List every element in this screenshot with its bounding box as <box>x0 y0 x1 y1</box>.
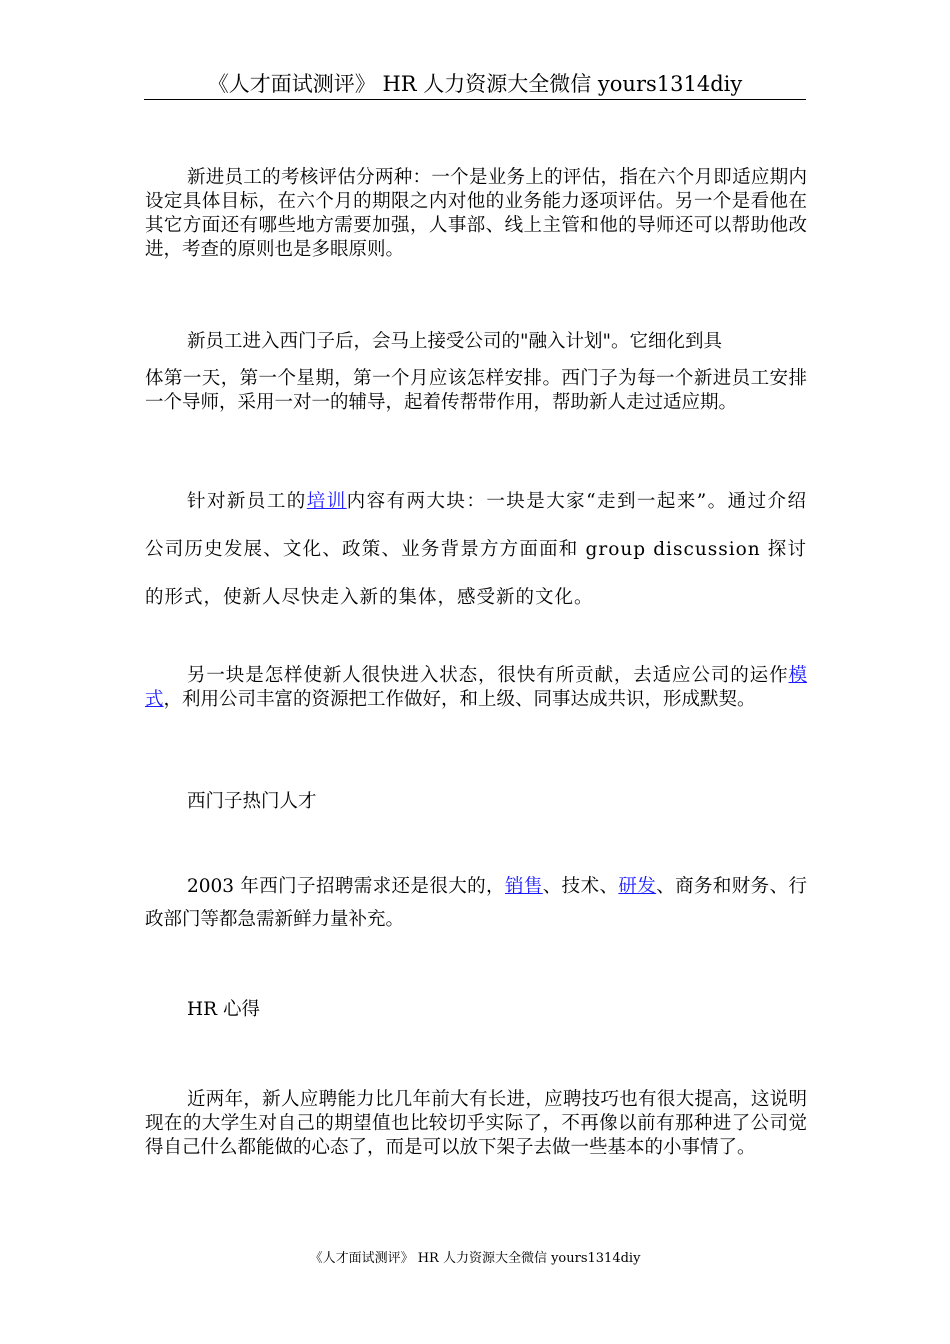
recruitment-text-mid: 、技术、 <box>542 876 619 897</box>
mode-text-before: 另一块是怎样使新人很快进入状态，很快有所贡献，去适应公司的运作 <box>187 665 789 686</box>
paragraph-integration-plan-line1: 新员工进入西门子后，会马上接受公司的"融入计划"。它细化到具 <box>187 331 723 352</box>
rnd-link[interactable]: 研发 <box>618 876 657 897</box>
paragraph-training <box>145 478 807 622</box>
paragraph-insights: 近两年，新人应聘能力比几年前大有长进，应聘技巧也有很大提高，这说明现在的大学生对自己的期望值也比较切乎实际了，不再像以前有那种进了公司觉得自己什么都能做的心态了，而是可以放下架子去做一些基本的小事情了。 <box>145 1089 807 1158</box>
recruitment-text-before: 2003 年西门子招聘需求还是很大的， <box>187 876 505 897</box>
page-footer: 《人才面试测评》 HR 人力资源大全微信 yours1314diy <box>309 1251 641 1266</box>
section-heading-hot-talent: 西门子热门人才 <box>187 791 317 812</box>
mode-link[interactable]: 模式 <box>145 665 807 710</box>
page-header: 《人才面试测评》 HR 人力资源大全微信 yours1314diy <box>144 70 806 100</box>
paragraph-assessment: 新进员工的考核评估分两种：一个是业务上的评估，指在六个月即适应期内设定具体目标，在六个月的期限之内对他的业务能力逐项评估。另一个是看他在其它方面还有哪些地方需要加强，人事部、线上主管和他的导师还可以帮助他改进，考查的原则也是多眼原则。 <box>145 167 807 260</box>
sales-link[interactable]: 销售 <box>504 876 543 897</box>
paragraph-recruitment <box>145 870 807 936</box>
section-heading-hr-insights: HR 心得 <box>187 999 260 1020</box>
training-link[interactable]: 培训 <box>306 491 347 512</box>
training-text-before: 针对新员工的 <box>187 491 307 512</box>
mode-text-after: ，利用公司丰富的资源把工作做好，和上级、同事达成共识，形成默契。 <box>163 689 756 710</box>
paragraph-integration-plan: 体第一天，第一个星期，第一个月应该怎样安排。西门子为每一个新进员工安排一个导师，采用一对一的辅导，起着传帮带作用，帮助新人走过适应期。 <box>145 368 807 413</box>
paragraph-mode <box>145 664 807 712</box>
training-text-after: 内容有两大块：一块是大家“走到一起来”。通过介绍公司历史发展、文化、政策、业务背景方方面面和 group discussion 探讨的形式，使新人尽快走入新的集体，感受新的文化。 <box>145 491 807 608</box>
recruitment-text-after: 、商务和财务、行政部门等都急需新鲜力量补充。 <box>145 876 807 930</box>
